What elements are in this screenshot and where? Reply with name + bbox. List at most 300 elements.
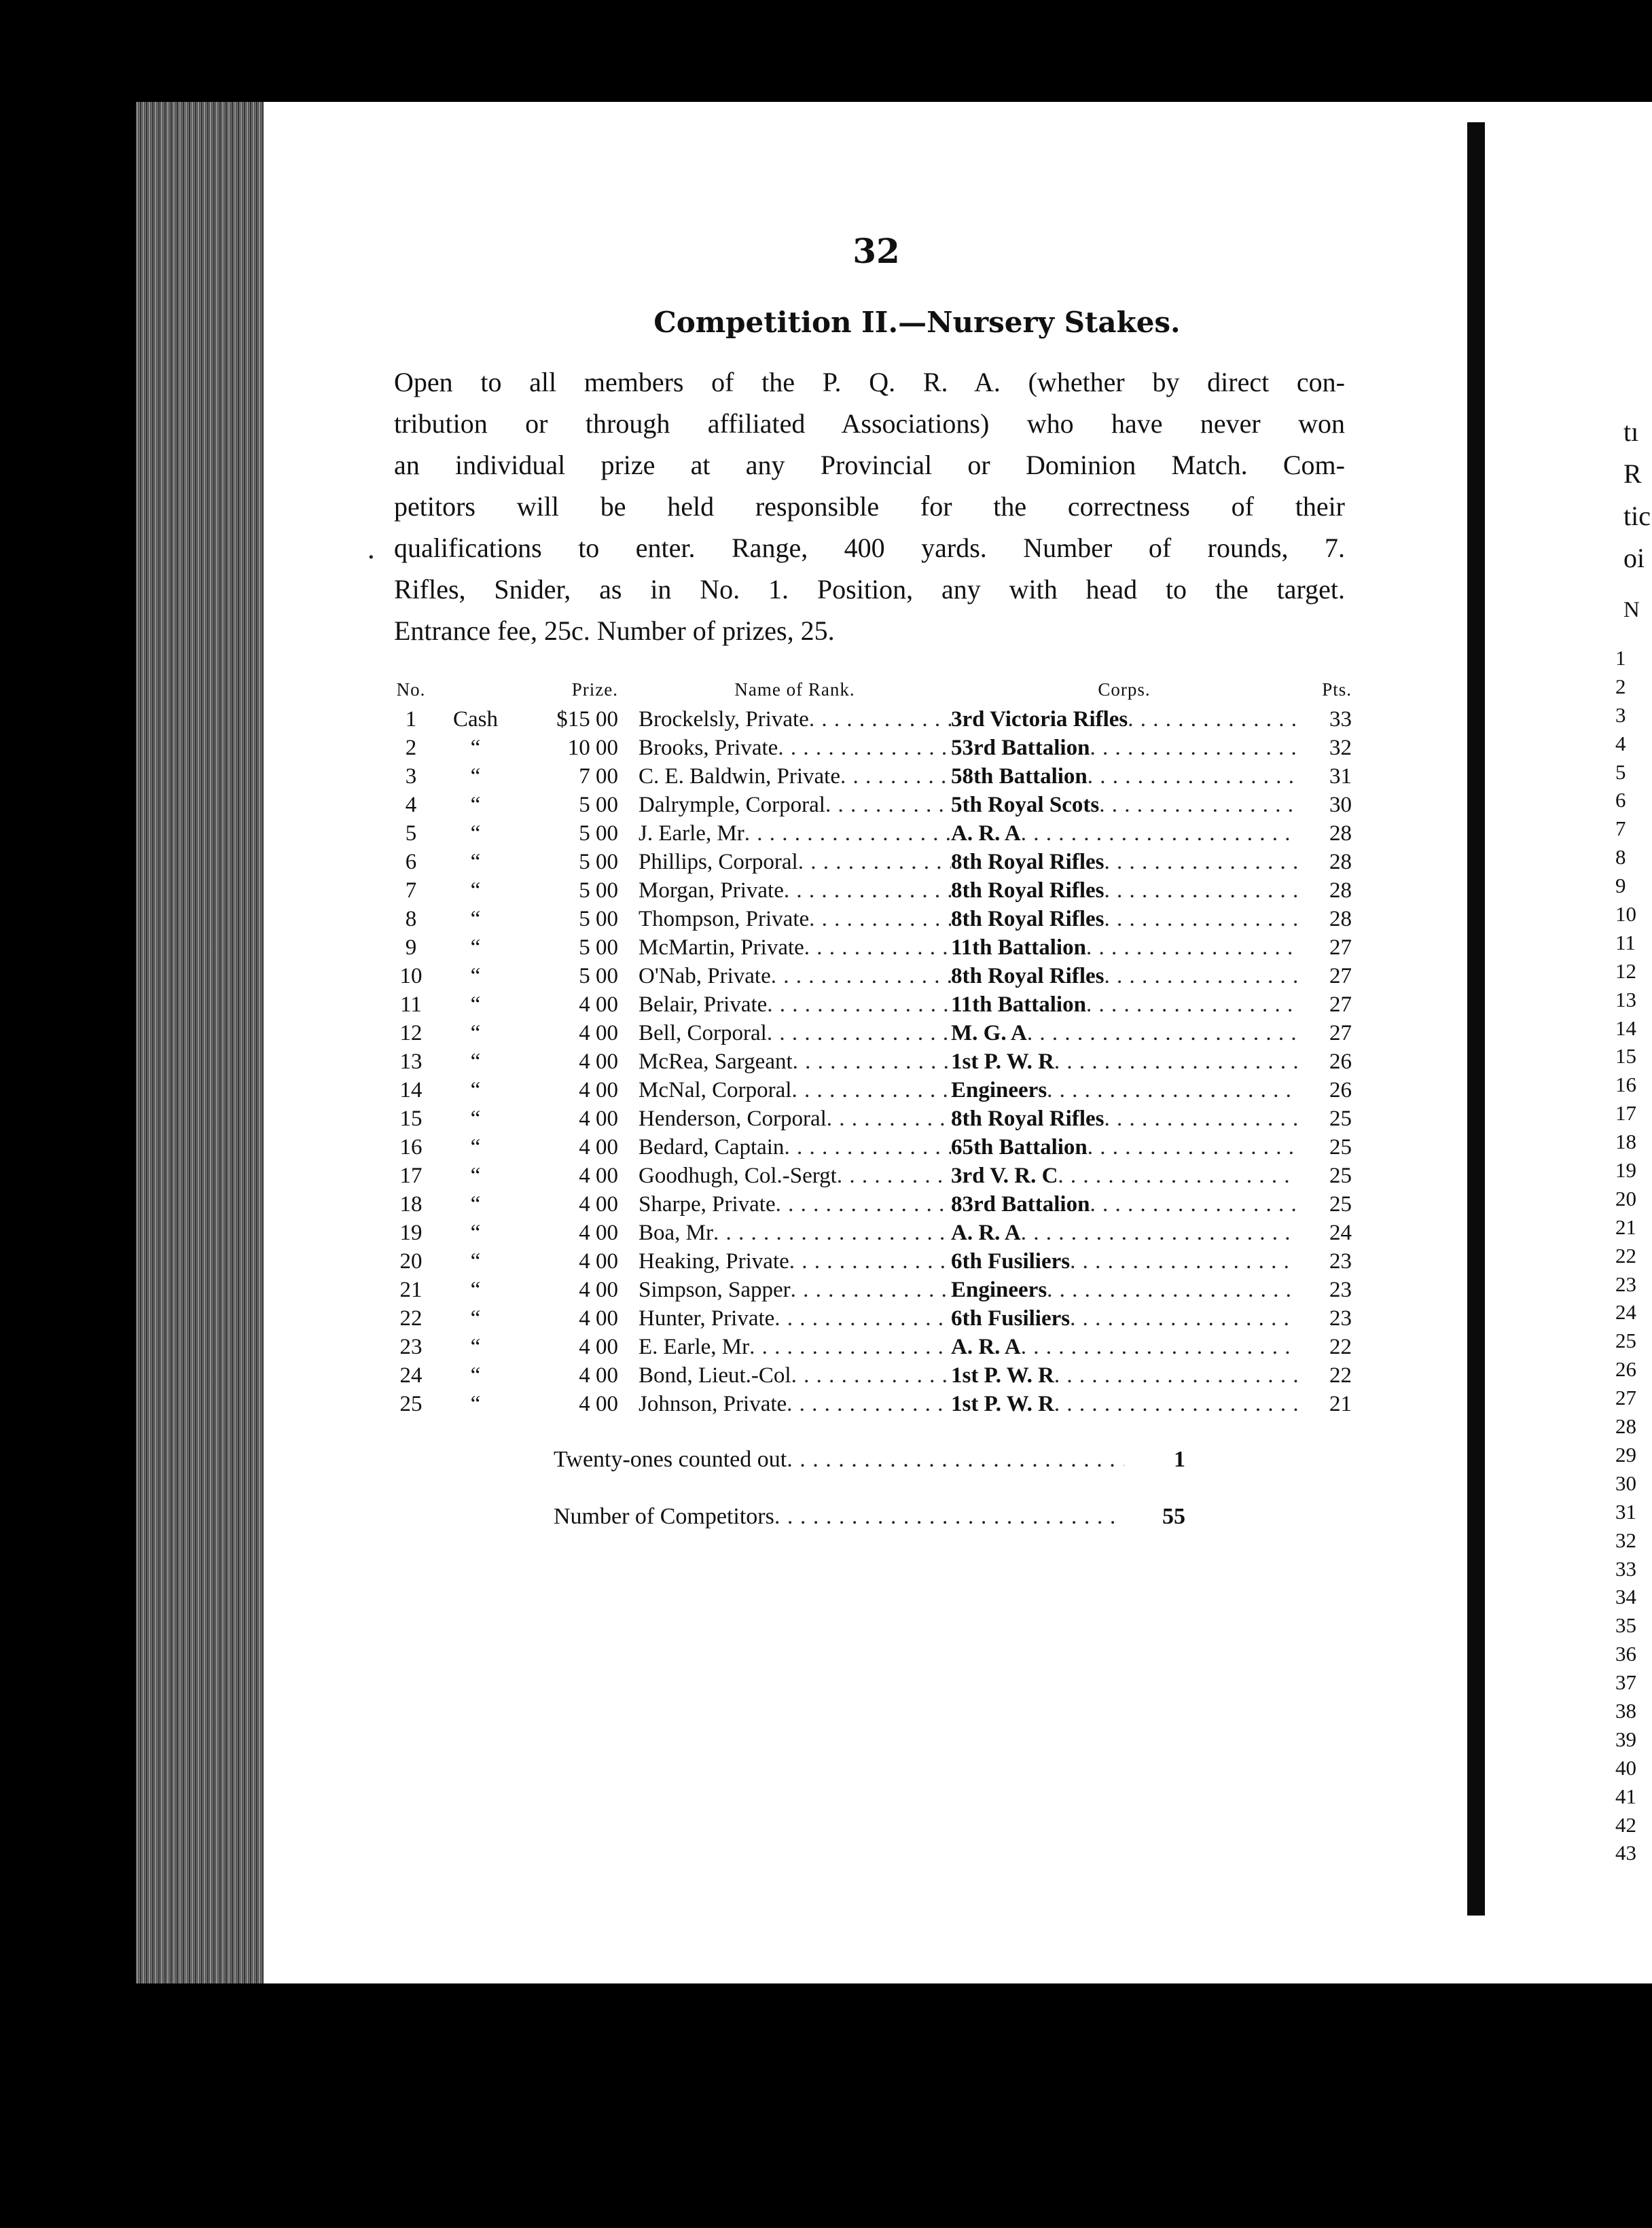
cell-prize: 4 00 (579, 1078, 618, 1102)
cell-cash: “ (470, 1306, 481, 1331)
cell-pts: 28 (1329, 850, 1352, 874)
book-page-edges (136, 102, 264, 1983)
right-page-number: 8 (1615, 845, 1626, 869)
intro-line: qualifications to enter. Range, 400 yards. Number of rounds, 7. (394, 533, 1345, 563)
dot-leader (1086, 933, 1297, 962)
cell-no: 6 (405, 850, 417, 874)
right-page-number: 11 (1615, 930, 1636, 954)
cell-corps: 11th Battalion (951, 935, 1086, 960)
right-page-fragment: tı (1623, 416, 1639, 447)
dot-leader (787, 1447, 1124, 1473)
right-page-number: 27 (1615, 1386, 1636, 1410)
cell-corps-wrap (951, 1361, 1297, 1390)
right-page-number: 43 (1615, 1841, 1636, 1865)
right-page-number: 6 (1615, 788, 1626, 812)
cell-corps: 1st P. W. R (951, 1363, 1054, 1388)
right-page-number: 39 (1615, 1727, 1636, 1751)
cell-prize: 4 00 (579, 1249, 618, 1274)
cell-pts: 27 (1329, 992, 1352, 1017)
cell-corps: A. R. A (951, 1221, 1021, 1245)
results-table (387, 679, 1352, 1418)
cell-name-wrap (639, 1333, 951, 1361)
cell-corps-wrap (951, 734, 1297, 762)
cell-name: McNal, Corporal (639, 1078, 792, 1102)
summary-value: 55 (1162, 1504, 1185, 1529)
dot-leader (1090, 1190, 1297, 1219)
table-row (387, 962, 1352, 990)
cell-prize: 5 00 (579, 935, 618, 960)
cell-prize: $15 00 (556, 707, 618, 732)
table-row (387, 734, 1352, 762)
right-page-number: 21 (1615, 1215, 1636, 1239)
cell-pts: 26 (1329, 1049, 1352, 1074)
cell-no: 25 (399, 1392, 423, 1416)
right-page-fragment: oi (1623, 543, 1645, 573)
cell-name-wrap (639, 762, 951, 791)
intro-line: Open to all members of the P. Q. R. A. (whether by direct con- (394, 367, 1345, 397)
right-page-number: 4 (1615, 731, 1626, 755)
right-page-number: 31 (1615, 1499, 1636, 1524)
right-page-number: 36 (1615, 1642, 1636, 1666)
right-page-number: 42 (1615, 1812, 1636, 1837)
table-row (387, 1104, 1352, 1133)
cell-no: 11 (400, 992, 422, 1017)
cell-prize: 5 00 (579, 821, 618, 846)
cell-name-wrap (639, 819, 951, 848)
cell-pts: 27 (1329, 935, 1352, 960)
dot-leader (1058, 1162, 1297, 1190)
cell-cash: “ (470, 1249, 481, 1274)
right-page-number: 18 (1615, 1130, 1636, 1154)
cell-name: Bond, Lieut.-Col (639, 1363, 791, 1388)
cell-pts: 28 (1329, 907, 1352, 931)
dot-leader (784, 876, 951, 905)
right-page-number: 34 (1615, 1585, 1636, 1609)
cell-pts: 27 (1329, 964, 1352, 988)
right-page-number: 5 (1615, 759, 1626, 784)
dot-leader (1105, 848, 1298, 876)
cell-corps-wrap (951, 990, 1297, 1019)
dot-leader (774, 1304, 951, 1333)
cell-corps-wrap (951, 876, 1297, 905)
cell-pts: 25 (1329, 1192, 1352, 1217)
cell-name-wrap (639, 1247, 951, 1276)
dot-leader (776, 1190, 951, 1219)
dot-leader (1105, 962, 1298, 990)
right-page-number: 37 (1615, 1670, 1636, 1695)
cell-name: McMartin, Private (639, 935, 804, 960)
right-page-number: 1 (1615, 646, 1626, 670)
cell-name-wrap (639, 905, 951, 933)
cell-name: Morgan, Private (639, 878, 784, 903)
cell-corps-wrap (951, 1247, 1297, 1276)
cell-prize: 4 00 (579, 1335, 618, 1359)
cell-no: 2 (405, 736, 417, 760)
dot-leader (791, 1276, 951, 1304)
dot-leader (1021, 1219, 1297, 1247)
intro-line: Entrance fee, 25c. Number of prizes, 25. (394, 615, 835, 646)
dot-leader (1054, 1361, 1297, 1390)
right-page-number: 25 (1615, 1329, 1636, 1353)
cell-name-wrap (639, 962, 951, 990)
cell-pts: 33 (1329, 707, 1352, 732)
cell-cash: “ (470, 1192, 481, 1217)
cell-pts: 22 (1329, 1335, 1352, 1359)
cell-corps-wrap (951, 1219, 1297, 1247)
book-spine (1467, 122, 1485, 1916)
cell-name: O'Nab, Private (639, 964, 771, 988)
cell-prize: 5 00 (579, 964, 618, 988)
dot-leader (809, 705, 951, 734)
cell-prize: 4 00 (579, 1363, 618, 1388)
table-row (387, 819, 1352, 848)
header-no: No. (396, 679, 426, 700)
cell-cash: “ (470, 1392, 481, 1416)
cell-cash: “ (470, 935, 481, 960)
table-row (387, 876, 1352, 905)
cell-no: 3 (405, 764, 417, 789)
right-page-number: 32 (1615, 1528, 1636, 1552)
cell-name-wrap (639, 1019, 951, 1047)
cell-name: C. E. Baldwin, Private (639, 764, 840, 789)
right-page-number: 40 (1615, 1755, 1636, 1780)
dot-leader (789, 1247, 951, 1276)
cell-name: Boa, Mr (639, 1221, 713, 1245)
right-page-number: 29 (1615, 1442, 1636, 1467)
table-row (387, 1190, 1352, 1219)
cell-corps: 11th Battalion (951, 992, 1086, 1017)
cell-cash: “ (470, 1335, 481, 1359)
header-corps: Corps. (1098, 679, 1151, 700)
dot-leader (1086, 990, 1297, 1019)
table-row (387, 1361, 1352, 1390)
summary-label: Number of Competitors (554, 1504, 774, 1529)
dot-leader (1054, 1390, 1297, 1418)
cell-no: 24 (399, 1363, 423, 1388)
dot-leader (798, 848, 951, 876)
right-page-number: 23 (1615, 1272, 1636, 1296)
dot-leader (1027, 1019, 1297, 1047)
dot-leader (713, 1219, 951, 1247)
cell-name: Phillips, Corporal (639, 850, 798, 874)
cell-pts: 25 (1329, 1135, 1352, 1160)
right-page-number: 30 (1615, 1471, 1636, 1495)
dot-leader (1070, 1304, 1297, 1333)
cell-cash: “ (470, 736, 481, 760)
intro-line: tribution or through affiliated Associations) who have never won (394, 408, 1345, 439)
cell-cash: “ (470, 1221, 481, 1245)
cell-corps: 8th Royal Rifles (951, 850, 1105, 874)
cell-corps: 58th Battalion (951, 764, 1088, 789)
dot-leader (837, 1162, 951, 1190)
competition-heading: Competition II.—Nursery Stakes. (653, 306, 1181, 339)
cell-name-wrap (639, 876, 951, 905)
cell-name-wrap (639, 990, 951, 1019)
cell-name: Johnson, Private (639, 1392, 787, 1416)
cell-corps: 53rd Battalion (951, 736, 1090, 760)
cell-cash: “ (470, 1078, 481, 1102)
cell-corps-wrap (951, 1162, 1297, 1190)
dot-leader (778, 734, 951, 762)
dot-leader (1105, 1104, 1298, 1133)
cell-corps-wrap (951, 1333, 1297, 1361)
dot-leader (827, 1104, 951, 1133)
dot-leader (1099, 791, 1297, 819)
cell-no: 14 (399, 1078, 423, 1102)
cell-prize: 5 00 (579, 878, 618, 903)
dot-leader (1090, 734, 1297, 762)
table-row (387, 848, 1352, 876)
cell-pts: 22 (1329, 1363, 1352, 1388)
table-row (387, 1304, 1352, 1333)
right-page-number: 10 (1615, 902, 1636, 927)
table-row (387, 1390, 1352, 1418)
cell-cash: “ (470, 1135, 481, 1160)
right-page-number: 3 (1615, 702, 1626, 727)
dot-leader (749, 1333, 951, 1361)
cell-no: 5 (405, 821, 417, 846)
dot-leader (840, 762, 951, 791)
cell-prize: 5 00 (579, 850, 618, 874)
right-page-number: 13 (1615, 987, 1636, 1011)
cell-no: 21 (399, 1278, 423, 1302)
cell-corps: Engineers (951, 1078, 1047, 1102)
cell-prize: 4 00 (579, 1049, 618, 1074)
cell-corps: 3rd Victoria Rifles (951, 707, 1128, 732)
cell-prize: 4 00 (579, 1107, 618, 1131)
intro-line: an individual prize at any Provincial or Dominion Match. Com- (394, 450, 1345, 480)
right-page-number: 38 (1615, 1698, 1636, 1723)
cell-corps-wrap (951, 933, 1297, 962)
cell-name: Bedard, Captain (639, 1135, 785, 1160)
cell-corps: A. R. A (951, 821, 1021, 846)
cell-prize: 4 00 (579, 1021, 618, 1045)
cell-pts: 28 (1329, 821, 1352, 846)
intro-line: petitors will be held responsible for the correctness of their (394, 491, 1345, 522)
cell-name: Heaking, Private (639, 1249, 789, 1274)
cell-corps-wrap (951, 705, 1297, 734)
cell-name-wrap (639, 1047, 951, 1076)
cell-pts: 23 (1329, 1306, 1352, 1331)
cell-name-wrap (639, 791, 951, 819)
cell-corps-wrap (951, 791, 1297, 819)
cell-corps-wrap (951, 1047, 1297, 1076)
right-page-number: 20 (1615, 1186, 1636, 1210)
table-row (387, 1047, 1352, 1076)
right-page-number: 19 (1615, 1158, 1636, 1183)
cell-corps-wrap (951, 1276, 1297, 1304)
dot-leader (1054, 1047, 1297, 1076)
cell-name: E. Earle, Mr (639, 1335, 750, 1359)
cell-name-wrap (639, 1390, 951, 1418)
right-page-number: 16 (1615, 1073, 1636, 1097)
right-page-number: 28 (1615, 1414, 1636, 1439)
dot-leader (774, 1504, 1124, 1530)
cell-pts: 30 (1329, 793, 1352, 817)
cell-prize: 4 00 (579, 1192, 618, 1217)
cell-no: 7 (405, 878, 417, 903)
cell-name: Thompson, Private (639, 907, 810, 931)
cell-no: 18 (399, 1192, 423, 1217)
cell-corps-wrap (951, 1304, 1297, 1333)
cell-name-wrap (639, 1133, 951, 1162)
cell-name: Brockelsly, Private (639, 707, 809, 732)
cell-corps: 6th Fusiliers (951, 1306, 1071, 1331)
table-row (387, 1276, 1352, 1304)
cell-corps-wrap (951, 1133, 1297, 1162)
cell-name: Belair, Private (639, 992, 768, 1017)
cell-corps: 8th Royal Rifles (951, 878, 1105, 903)
cell-no: 12 (399, 1021, 423, 1045)
cell-no: 19 (399, 1221, 423, 1245)
cell-name-wrap (639, 1104, 951, 1133)
cell-name: J. Earle, Mr (639, 821, 744, 846)
cell-corps: 6th Fusiliers (951, 1249, 1071, 1274)
cell-name: Dalrymple, Corporal (639, 793, 825, 817)
cell-name-wrap (639, 1162, 951, 1190)
cell-prize: 4 00 (579, 1278, 618, 1302)
cell-name-wrap (639, 734, 951, 762)
table-row (387, 933, 1352, 962)
dot-leader (1021, 1333, 1297, 1361)
cell-corps-wrap (951, 1076, 1297, 1104)
cell-prize: 7 00 (579, 764, 618, 789)
cell-prize: 4 00 (579, 992, 618, 1017)
cell-cash: “ (470, 764, 481, 789)
cell-cash: “ (470, 1278, 481, 1302)
table-header (387, 679, 1352, 705)
cell-cash: “ (470, 878, 481, 903)
cell-prize: 4 00 (579, 1135, 618, 1160)
cell-name-wrap (639, 705, 951, 734)
table-row (387, 705, 1352, 734)
right-page-fragment: N (1623, 598, 1640, 622)
cell-corps-wrap (951, 848, 1297, 876)
cell-corps-wrap (951, 1019, 1297, 1047)
cell-cash: “ (470, 1164, 481, 1188)
dot-leader (791, 1076, 951, 1104)
right-page-number: 15 (1615, 1044, 1636, 1068)
dot-leader (1047, 1076, 1297, 1104)
dot-leader (771, 962, 951, 990)
cell-no: 23 (399, 1335, 423, 1359)
cell-corps-wrap (951, 1390, 1297, 1418)
right-page-number: 33 (1615, 1556, 1636, 1581)
cell-pts: 25 (1329, 1164, 1352, 1188)
cell-name: Henderson, Corporal (639, 1107, 827, 1131)
cell-prize: 10 00 (567, 736, 618, 760)
dot-leader (804, 933, 951, 962)
cell-name-wrap (639, 1076, 951, 1104)
cell-corps-wrap (951, 905, 1297, 933)
cell-cash: “ (470, 907, 481, 931)
table-row (387, 1247, 1352, 1276)
cell-pts: 27 (1329, 1021, 1352, 1045)
right-page-fragment: R (1623, 459, 1642, 489)
cell-cash: “ (470, 1363, 481, 1388)
intro-paragraph (394, 361, 1345, 651)
dot-leader (1128, 705, 1297, 734)
right-page-number: 35 (1615, 1613, 1636, 1638)
dot-leader (767, 990, 951, 1019)
cell-corps: 83rd Battalion (951, 1192, 1090, 1217)
cell-cash: Cash (453, 707, 498, 732)
table-row (387, 791, 1352, 819)
table-row (387, 1019, 1352, 1047)
table-row (387, 1162, 1352, 1190)
cell-corps: M. G. A (951, 1021, 1027, 1045)
cell-no: 15 (399, 1107, 423, 1131)
right-page-fragment: tic (1623, 501, 1651, 531)
header-pts: Pts. (1322, 679, 1352, 700)
cell-name: Simpson, Sapper (639, 1278, 791, 1302)
cell-cash: “ (470, 793, 481, 817)
cell-corps: Engineers (951, 1278, 1047, 1302)
cell-pts: 21 (1329, 1392, 1352, 1416)
table-row (387, 990, 1352, 1019)
cell-name: Hunter, Private (639, 1306, 775, 1331)
intro-line: Rifles, Snider, as in No. 1. Position, any with head to the target. (394, 574, 1345, 605)
cell-prize: 4 00 (579, 1221, 618, 1245)
dot-leader (1105, 876, 1298, 905)
cell-name: Bell, Corporal (639, 1021, 767, 1045)
cell-corps-wrap (951, 762, 1297, 791)
right-page-number: 2 (1615, 674, 1626, 698)
cell-name-wrap (639, 1276, 951, 1304)
page-number: 32 (852, 231, 900, 271)
cell-no: 13 (399, 1049, 423, 1074)
cell-name-wrap (639, 1190, 951, 1219)
right-page-number: 9 (1615, 874, 1626, 898)
cell-no: 17 (399, 1164, 423, 1188)
header-name: Name of Rank. (734, 679, 855, 700)
cell-name-wrap (639, 1304, 951, 1333)
cell-no: 4 (405, 793, 417, 817)
cell-name: Brooks, Private (639, 736, 778, 760)
table-row (387, 1076, 1352, 1104)
right-page-number: 14 (1615, 1016, 1636, 1040)
cell-cash: “ (470, 1107, 481, 1131)
cell-corps-wrap (951, 1104, 1297, 1133)
cell-cash: “ (470, 964, 481, 988)
header-prize: Prize. (571, 679, 618, 700)
cell-corps: 5th Royal Scots (951, 793, 1100, 817)
right-page-number: 17 (1615, 1101, 1636, 1126)
cell-corps: 8th Royal Rifles (951, 907, 1105, 931)
cell-corps-wrap (951, 819, 1297, 848)
cell-cash: “ (470, 992, 481, 1017)
right-page-number: 12 (1615, 958, 1636, 983)
dot-leader (744, 819, 951, 848)
cell-no: 22 (399, 1306, 423, 1331)
cell-no: 8 (405, 907, 417, 931)
summary-value: 1 (1174, 1447, 1185, 1472)
cell-corps: 1st P. W. R (951, 1392, 1054, 1416)
table-row (387, 905, 1352, 933)
cell-pts: 23 (1329, 1278, 1352, 1302)
cell-name: McRea, Sargeant (639, 1049, 793, 1074)
dot-leader (791, 1361, 951, 1390)
cell-name-wrap (639, 1219, 951, 1247)
right-page-number: 7 (1615, 816, 1626, 841)
dot-leader (1021, 819, 1297, 848)
table-body (387, 705, 1352, 1418)
cell-name-wrap (639, 1361, 951, 1390)
cell-pts: 32 (1329, 736, 1352, 760)
cell-prize: 5 00 (579, 793, 618, 817)
cell-corps: 3rd V. R. C (951, 1164, 1058, 1188)
summary-label: Twenty-ones counted out (554, 1447, 787, 1472)
